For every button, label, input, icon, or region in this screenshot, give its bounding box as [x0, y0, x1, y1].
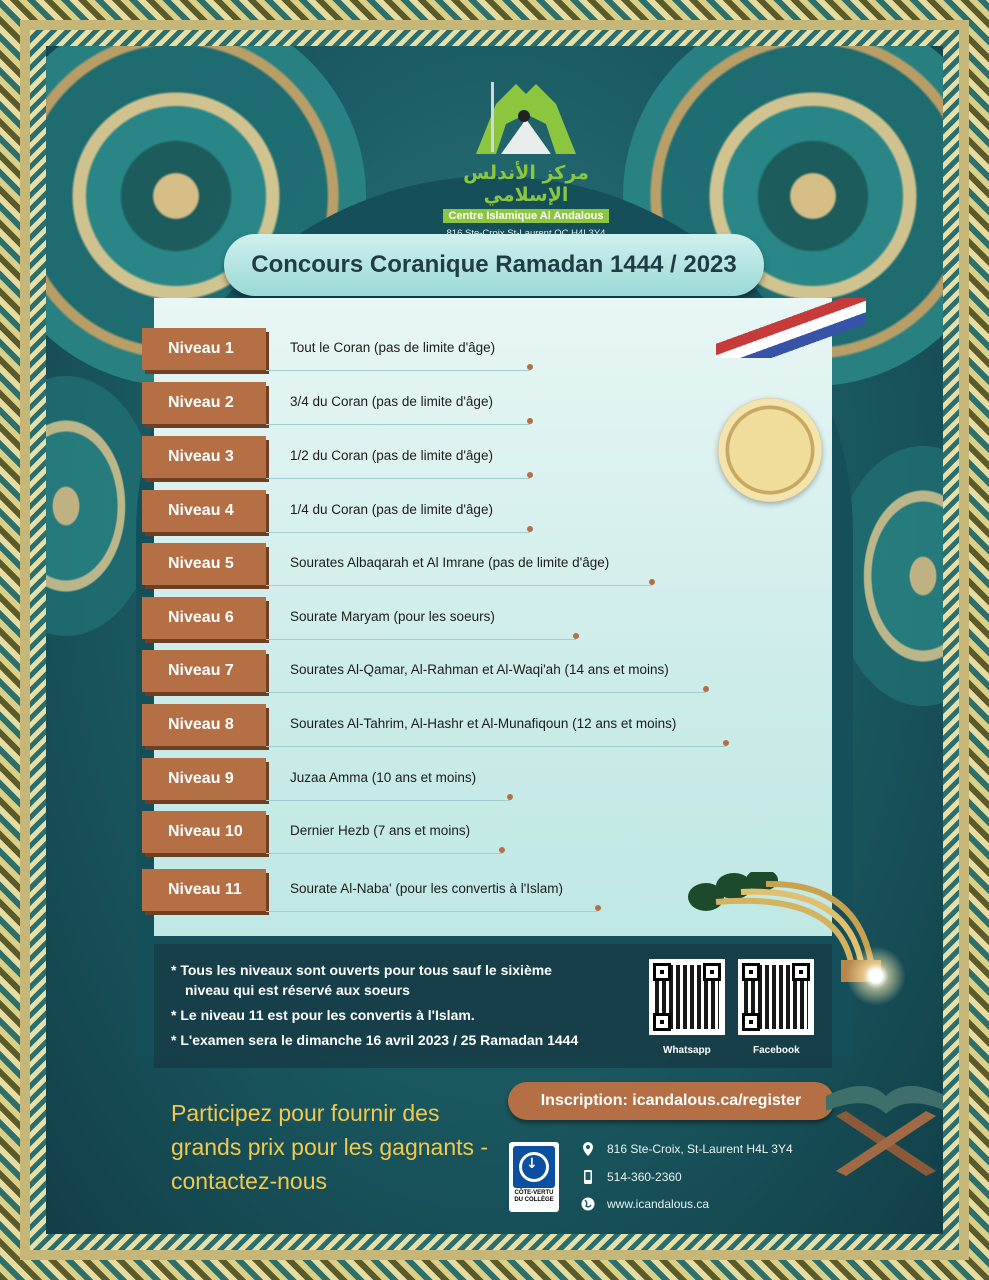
level-dot	[527, 364, 533, 370]
level-underline	[266, 478, 530, 479]
level-dot	[527, 526, 533, 532]
level-underline	[266, 424, 530, 425]
mosque-logo-icon	[456, 74, 596, 162]
contact-website: www.icandalous.ca	[581, 1197, 709, 1211]
note-1-cont: niveau qui est réservé aux soeurs	[185, 982, 410, 998]
level-dot	[527, 418, 533, 424]
level-description: 1/2 du Coran (pas de limite d'âge)	[290, 448, 493, 463]
level-underline	[266, 746, 726, 747]
poster	[46, 46, 943, 1234]
level-label: Niveau 5	[142, 543, 266, 585]
note-1: * Tous les niveaux sont ouverts pour tous sauf le sixième	[171, 962, 552, 978]
level-underline	[266, 800, 510, 801]
logo-name: Centre Islamique Al Andalous	[443, 209, 608, 223]
whatsapp-label: Whatsapp	[663, 1045, 711, 1056]
metro-station: CÔTE-VERTU DU COLLÈGE	[514, 1190, 554, 1203]
phone-icon	[581, 1170, 595, 1184]
globe-icon	[581, 1197, 595, 1211]
note-3: * L'examen sera le dimanche 16 avril 2023 / 25 Ramadan 1444	[171, 1032, 579, 1048]
level-description: Sourates Al-Tahrim, Al-Hashr et Al-Munafiqoun (12 ans et moins)	[290, 716, 677, 731]
level-label: Niveau 1	[142, 328, 266, 370]
whatsapp-qr-code[interactable]	[649, 959, 725, 1035]
level-dot	[573, 633, 579, 639]
level-dot	[595, 905, 601, 911]
quran-stand-icon	[816, 1036, 943, 1186]
level-description: Sourates Albaqarah et Al Imrane (pas de limite d'âge)	[290, 555, 610, 570]
contact-phone: 514-360-2360	[581, 1170, 682, 1184]
title-banner	[224, 234, 764, 296]
contact-address: 816 Ste-Croix, St-Laurent H4L 3Y4	[581, 1142, 793, 1156]
level-underline	[266, 639, 576, 640]
level-description: 1/4 du Coran (pas de limite d'âge)	[290, 502, 493, 517]
location-pin-icon	[581, 1142, 595, 1156]
level-label: Niveau 6	[142, 597, 266, 639]
page-title: Concours Coranique Ramadan 1444 / 2023	[251, 251, 737, 278]
level-description: Tout le Coran (pas de limite d'âge)	[290, 340, 496, 355]
logo	[426, 74, 626, 239]
level-label: Niveau 4	[142, 490, 266, 532]
level-label: Niveau 9	[142, 758, 266, 800]
level-description: Juzaa Amma (10 ans et moins)	[290, 770, 477, 785]
level-label: Niveau 10	[142, 811, 266, 853]
level-label: Niveau 11	[142, 869, 266, 911]
level-label: Niveau 8	[142, 704, 266, 746]
level-label: Niveau 7	[142, 650, 266, 692]
level-underline	[266, 370, 530, 371]
metro-icon: ↓	[513, 1146, 555, 1188]
note-2: * Le niveau 11 est pour les convertis à l'Islam.	[171, 1007, 475, 1023]
logo-arabic-name: مركز الأندلس الإسلامي	[463, 162, 589, 206]
facebook-qr-code[interactable]	[738, 959, 814, 1035]
level-description: Sourate Al-Naba' (pour les convertis à l'Islam)	[290, 881, 564, 896]
level-description: Sourates Al-Qamar, Al-Rahman et Al-Waqi'ah (14 ans et moins)	[290, 662, 669, 677]
level-dot	[499, 847, 505, 853]
level-underline	[266, 585, 652, 586]
notes-box	[154, 944, 832, 1068]
promo-text: Participez pour fournir des grands prix pour les gagnants - contactez-nous	[171, 1100, 489, 1194]
light-glow	[846, 946, 906, 1006]
level-underline	[266, 911, 598, 912]
facebook-label: Facebook	[753, 1045, 800, 1056]
level-description: 3/4 du Coran (pas de limite d'âge)	[290, 394, 493, 409]
level-dot	[703, 686, 709, 692]
medal-ribbon-icon	[716, 298, 866, 358]
medal-icon	[718, 398, 822, 502]
level-description: Sourate Maryam (pour les soeurs)	[290, 609, 495, 624]
metro-sign	[509, 1142, 559, 1212]
level-label: Niveau 2	[142, 382, 266, 424]
level-dot	[507, 794, 513, 800]
level-description: Dernier Hezb (7 ans et moins)	[290, 823, 471, 838]
level-dot	[649, 579, 655, 585]
level-underline	[266, 853, 502, 854]
level-dot	[723, 740, 729, 746]
level-underline	[266, 692, 706, 693]
level-dot	[527, 472, 533, 478]
register-link[interactable]: Inscription: icandalous.ca/register	[508, 1082, 834, 1120]
level-label: Niveau 3	[142, 436, 266, 478]
level-underline	[266, 532, 530, 533]
